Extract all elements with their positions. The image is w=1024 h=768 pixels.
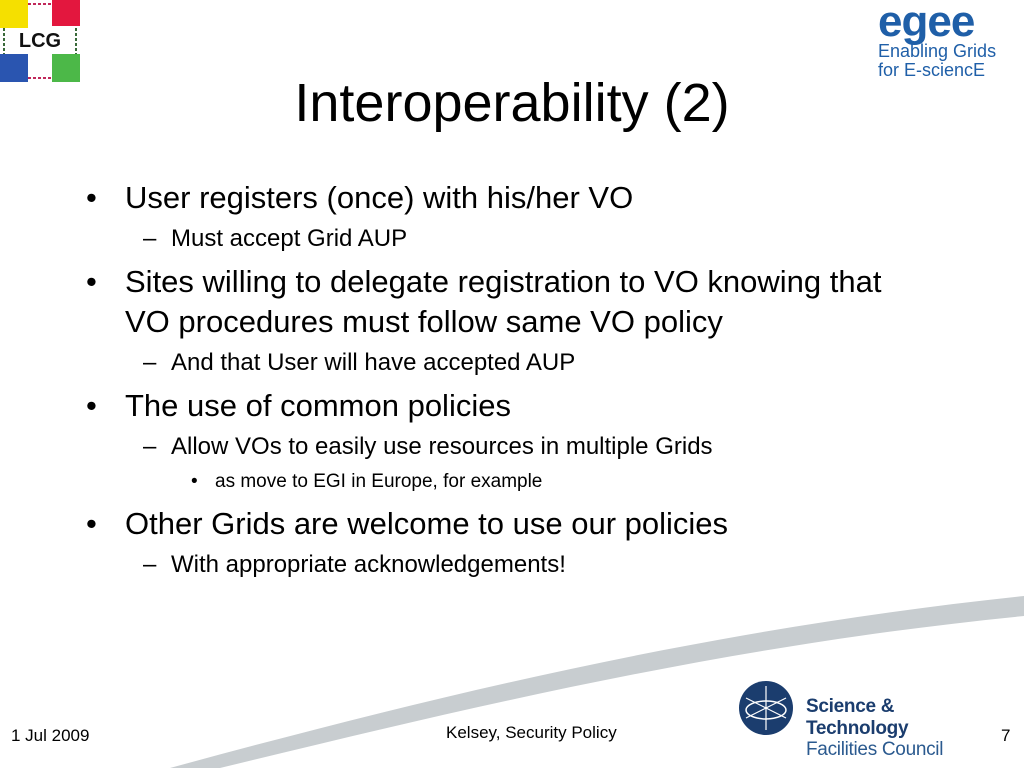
bullet-text: The use of common policies <box>125 388 511 423</box>
sub-sub-bullet-item <box>84 470 914 494</box>
bullet-item <box>84 178 914 218</box>
bullet-item <box>84 262 914 342</box>
dash-icon: – <box>143 225 157 252</box>
slide-title: Interoperability (2) <box>294 73 730 133</box>
dash-icon: – <box>143 349 157 376</box>
egee-wordmark: egee <box>878 0 975 46</box>
stfc-name-line1: Science & Technology <box>806 696 909 739</box>
lcg-logo-text: LCG <box>18 30 62 52</box>
sub-bullet-text: And that User will have accepted AUP <box>171 349 576 376</box>
bullet-text: User registers (once) with his/her VO <box>125 180 634 215</box>
stfc-name-line2: Facilities Council <box>806 739 944 760</box>
bullet-icon: • <box>86 180 97 215</box>
bullet-item <box>84 386 914 426</box>
sub-bullet-text: With appropriate acknowledgements! <box>171 551 566 578</box>
bullet-list <box>84 178 914 588</box>
bullet-icon: • <box>86 264 97 299</box>
sub-bullet-item <box>84 550 914 580</box>
sub-bullet-item <box>84 348 914 378</box>
bullet-text: Other Grids are welcome to use our policies <box>125 506 729 541</box>
bullet-icon: • <box>86 388 97 423</box>
bullet-item <box>84 504 914 544</box>
bullet-icon: • <box>86 506 97 541</box>
sub-bullet-item <box>84 224 914 254</box>
egee-tagline-1: Enabling Grids <box>878 41 997 61</box>
sub-bullet-text: Must accept Grid AUP <box>171 225 408 252</box>
bullet-text: Sites willing to delegate registration to VO knowing that VO procedures must follow same VO policy <box>125 264 882 339</box>
stfc-globe-icon <box>738 680 794 736</box>
footer-author: Kelsey, Security Policy <box>446 723 617 742</box>
sub-bullet-text: Allow VOs to easily use resources in multiple Grids <box>171 433 713 460</box>
page-number: 7 <box>1001 726 1011 745</box>
bullet-icon: • <box>191 471 198 492</box>
egee-tagline-2: for E-sciencE <box>878 60 986 80</box>
dash-icon: – <box>143 433 157 460</box>
stfc-logo <box>738 680 1000 760</box>
dash-icon: – <box>143 551 157 578</box>
sub-sub-bullet-text: as move to EGI in Europe, for example <box>215 471 543 492</box>
footer-date: 1 Jul 2009 <box>11 726 90 745</box>
sub-bullet-item <box>84 432 914 462</box>
